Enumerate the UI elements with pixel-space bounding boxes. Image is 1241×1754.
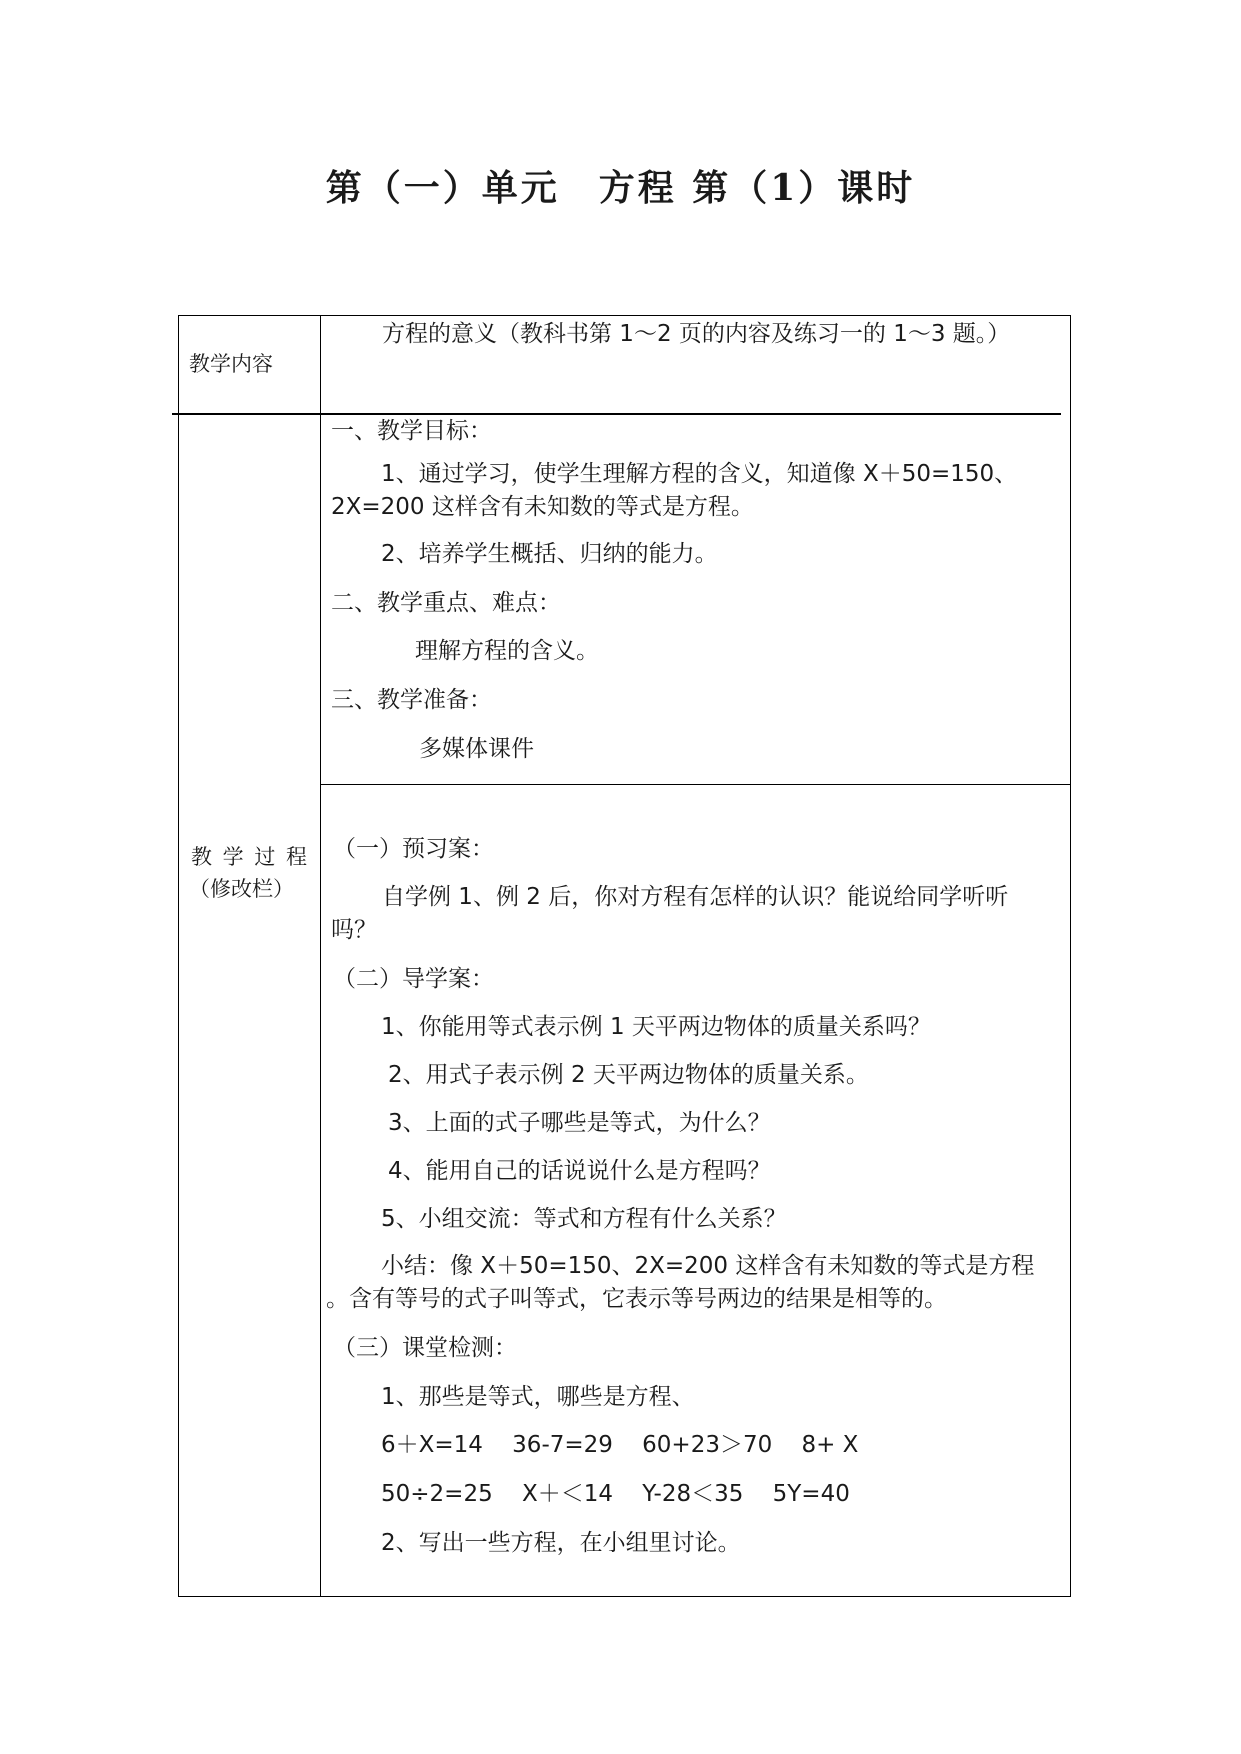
lesson-table xyxy=(178,315,1071,1597)
table-border-left xyxy=(178,315,179,1597)
guide-question-4: 4、能用自己的话说说什么是方程吗？ xyxy=(388,1158,771,1184)
guide-question-2: 2、用式子表示例 2 天平两边物体的质量关系。 xyxy=(388,1062,869,1088)
content-text: 方程的意义（教科书第 1～2 页的内容及练习一的 1～3 题。） xyxy=(382,321,1011,347)
goals-heading: 一、教学目标： xyxy=(331,418,492,444)
guide-heading: （二）导学案： xyxy=(333,966,494,992)
row-label-process: 教 学 过 程 xyxy=(191,845,310,869)
goal-item-1-line-2: 2X=200 这样含有未知数的等式是方程。 xyxy=(331,494,754,520)
summary-line-1: 小结：像 X＋50=150、2X=200 这样含有未知数的等式是方程 xyxy=(381,1253,1035,1279)
preparation-text: 多媒体课件 xyxy=(419,736,534,762)
preview-line-1: 自学例 1、例 2 后，你对方程有怎样的认识？能说给同学听听 xyxy=(382,884,1009,910)
expression-row-2: 50÷2=25 X＋＜14 Y-28＜35 5Y=40 xyxy=(381,1481,850,1507)
summary-line-2: 。含有等号的式子叫等式，它表示等号两边的结果是相等的。 xyxy=(326,1286,947,1312)
page-title: 第（一）单元 方程 第（1）课时 xyxy=(325,167,916,209)
goal-item-2: 2、培养学生概括、归纳的能力。 xyxy=(381,541,718,567)
guide-question-1: 1、你能用等式表示例 1 天平两边物体的质量关系吗？ xyxy=(381,1014,931,1040)
row-label-revision: （修改栏） xyxy=(189,877,294,901)
section-divider xyxy=(320,784,1071,785)
row-divider xyxy=(172,413,1061,415)
goal-item-1-line-1: 1、通过学习，使学生理解方程的含义，知道像 X＋50=150、 xyxy=(381,461,1018,487)
check-item-1: 1、那些是等式，哪些是方程、 xyxy=(381,1384,695,1410)
check-heading: （三）课堂检测： xyxy=(333,1335,517,1361)
guide-question-5: 5、小组交流：等式和方程有什么关系？ xyxy=(381,1206,787,1232)
preview-line-2: 吗？ xyxy=(331,917,377,943)
key-points-heading: 二、教学重点、难点： xyxy=(331,590,561,616)
table-border-top xyxy=(178,315,1071,316)
expression-row-1: 6＋X=14 36-7=29 60+23＞70 8+ X xyxy=(381,1432,859,1458)
column-divider xyxy=(320,315,321,1597)
key-points-text: 理解方程的含义。 xyxy=(415,638,599,664)
table-border-right xyxy=(1070,315,1071,1597)
guide-question-3: 3、上面的式子哪些是等式，为什么？ xyxy=(388,1110,771,1136)
preview-heading: （一）预习案： xyxy=(333,836,494,862)
check-item-2: 2、写出一些方程，在小组里讨论。 xyxy=(381,1530,741,1556)
row-label-content: 教学内容 xyxy=(189,352,273,376)
preparation-heading: 三、教学准备： xyxy=(331,687,492,713)
table-border-bottom xyxy=(178,1596,1071,1597)
